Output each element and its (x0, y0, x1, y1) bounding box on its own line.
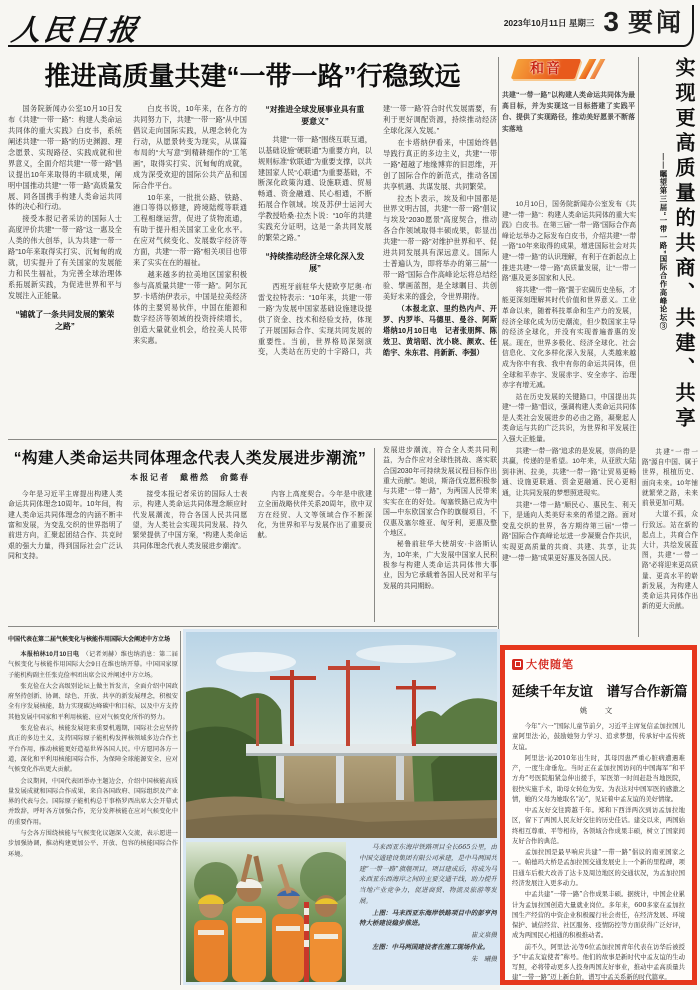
photo-workers (186, 842, 346, 982)
nuclear-headline: 中国代表在第二届气候变化与核能作用国际大会阐述中方立场 (8, 637, 171, 643)
vertical-kicker: ——瞩望第三届“一带一路”国际合作高峰论坛③ (659, 153, 668, 331)
body-paragraph: 国务院新闻办公室10月10日发布《共建“一带一路”：构建人类命运共同体的重大实践》白皮书，系统阐述共建“一带一路”的历史渊源、理念愿景、实现路径、实践成就和世界意义，全面介绍共建“一带一路”倡议提出10年来取得的丰硕成果，阐明中国推动共建“一带一路”高质量发展、同各国携手构建人类命运共同体的决心和行动。 (8, 104, 122, 212)
heyin-logo (514, 57, 610, 81)
paper-logo: 人民日报 (9, 13, 143, 47)
body-text: （记者刘赫）维也纳消息：第二届气候变化与核能作用国际大会9日在维也纳开幕。中国国家原子能机构副主任张克俭率团出席会议并阐述中方立场。 (8, 651, 178, 679)
subhead: “持续推动经济全球化深入发展” (265, 252, 365, 273)
body-paragraph: 共建“一带一路”追求的是发展，崇尚的是共赢，传递的是希望。10年来，从亚欧大陆到非洲、拉美，共建“一带一路”让贸易更畅通、设施更联通、资金更融通、民心更相通，让共同发展的梦想照进现实。 (502, 447, 636, 498)
divider-horizontal-middle-bottom (8, 626, 497, 627)
body-paragraph (8, 650, 178, 681)
body-paragraph: 共建“一带一路”源自中国、属于世界，根植历史、面向未来。10年铺就繁荣之路，未来前景更加可期。 (642, 449, 698, 508)
divider-vertical-main-right (498, 57, 499, 637)
header-meta (504, 8, 684, 36)
body-paragraph: 将共建“一带一路”置于宏阔历史坐标，才能更深刻理解其时代价值和世界意义。工业革命以来，随着科技革命和生产力的发展，经济全球化成为历史潮流，但少数国家主导的经济全球化，并没有实现普遍普惠的发展。现在，世界多极化、经济全球化、社会信息化、文化多样化深入发展，人类越来越成为你中有我、我中有你的命运共同体，但全球和平赤字、发展赤字、安全赤字、治理赤字有增无减。 (502, 286, 636, 390)
body-paragraph: 接受本报记者采访的国际人士高度评价共建“一带一路”这一惠及全人类的伟大创举，认为共建“一带一路”10年来取得实打实、沉甸甸的成就，切实提升了有关国家的发展能力和民生福祉，为完善全球治理体系拓展新实践，为促进世界和平与发展注入正能量。 (8, 214, 122, 300)
photo-credit: 朱 曦摄 (471, 954, 497, 963)
ambassador-tag-label: 大使随笔 (526, 659, 574, 671)
body-paragraph: 在卡塔纳伊看来，中国始终倡导践行真正的多边主义，共建“一带一路”超越了地缘博弈的旧思维，开创了国际合作的新范式，推动各国共享机遇、共谋发展、共同繁荣。 (383, 137, 497, 191)
body-paragraph: 发展进步潮流，符合全人类共同利益，为合作应对全球性挑战、落实联合国2030年可持续发展议程目标作出重大贡献”。她说，斯洛伐克愿积极参与共建“一带一路”，为两国人民带来实实在在的好处。匈塞铁路已成为中国—中东欧国家合作的旗舰项目，不仅惠及塞尔维亚、匈牙利，更惠及整个地区。 (383, 447, 497, 537)
nuclear-body (8, 650, 178, 860)
body-paragraph: 白皮书说，10年来，在各方的共同努力下，共建“一带一路”从中国倡议走向国际实践，从理念转化为行动，从愿景转变为现实，从谋篇布局的“大写意”到精耕细作的“工笔画”，取得实打实、沉甸甸的成就，成为深受欢迎的国际公共产品和国际合作平台。 (133, 104, 247, 190)
body-paragraph: 越来越多的拉美地区国家积极参与高质量共建“一带一路”。阿尔瓦罗·卡塔纳伊表示，中国是拉美经济体的主要贸易伙伴，中国在能源和数字经济等领域的投资持续增长，创造大量就业机会，给拉美人民带来实惠。 (133, 270, 247, 345)
body-paragraph: 秘鲁前驻华大使胡安·卡洛斯认为，10年来，广大发展中国家人民积极参与构建人类命运共同体伟大事业，因为它承载着各国人民对和平与发展的共同期盼。 (383, 541, 497, 590)
body-paragraph: 拉杰卜表示，埃及和中国都是世界文明古国，共建“一带一路”倡议与埃及“2030愿景”高度契合，推动各合作领域取得丰硕成果，彰显出共建“一带一路”对维护世界和平、促进共同发展具有深远意义。国际人士普遍认为，即将举办的第三届“一带一路”国际合作高峰论坛将总结经验、擘画蓝图，是全球瞩目、共创美好未来的盛会，令世界期待。 (383, 193, 497, 301)
subhead: “铺就了一条共同发展的繁荣之路” (15, 309, 115, 331)
body-paragraph: 共建“一带一路”围绕互联互通，以基础设施“硬联通”为重要方向，以规则标准“软联通”为重要支撑，以共建国家人民“心联通”为重要基础，不断深化政策沟通、设施联通、贸易畅通、资金融通、民心相通，不断拓展合作领域。埃及苏伊士运河大学教授哈桑·拉杰卜说：“10年的共建实践充分证明，这是一条共同发展的繁荣之路。” (258, 134, 372, 243)
reporters-credit: （本报北京、里约热内卢、开罗、内罗毕、马德里、曼谷、阿斯塔纳10月10日电 记者张朋辉、陈效卫、黄培昭、沈小晓、颜欢、任皓宇、朱东君、肖新新、李强） (383, 303, 497, 357)
page-number: 3 (603, 6, 619, 37)
body-paragraph: 与会各方围绕核能与气候变化议题深入交流，表示愿进一步加强协调，推动构建更加公平、开放、包容的核能国际合作环境。 (8, 830, 178, 858)
main-headline: 推进高质量共建“一带一路”行稳致远 (44, 61, 461, 91)
ambassador-column (500, 645, 697, 985)
body-paragraph: 大道不孤，众行致远。站在新的起点上，共商合作大计，共绘发展蓝图，共建“一带一路”必将迎来更高质量、更高水平的崭新发展，为构建人类命运共同体作出新的更大贡献。 (642, 511, 698, 611)
middle-byline: 本报记者 戴楷然 俞懿春 (130, 472, 250, 482)
heyin-lead: 共建“一带一路”以构建人类命运共同体为最高目标，并为实现这一目标搭建了实践平台、提供了实现路径，推动美好愿景不断落实落地 (502, 92, 635, 133)
issue-date: 2023年10月11日 星期三 (503, 18, 595, 28)
body-paragraph: 今年是习近平主席提出构建人类命运共同体理念10周年。10年间，构建人类命运共同体理念的内涵不断丰富和发展，为变乱交织的世界指明了前进方向，汇聚起团结合作、共克时艰的强大力量，得到国际社会广泛认同和支持。 (8, 491, 123, 561)
body-paragraph: 10月10日，国务院新闻办公室发布《共建“一带一路”：构建人类命运共同体的重大实践》白皮书。在第三届“一带一路”国际合作高峰论坛举办之际发布白皮书，介绍共建“一带一路”10年来取得的成果，增进国际社会对共建“一带一路”的认识理解，有利于在新起点上推进共建“一带一路”高质量发展，让“一带一路”惠及更多国家和人民。 (502, 201, 636, 283)
article-belt-road (8, 56, 497, 436)
article-nuclear-conference (8, 631, 178, 985)
divider-vertical-nuclear-photos (180, 631, 181, 985)
photo-caption (359, 842, 497, 982)
section-name: 要闻 (627, 8, 684, 37)
middle-article-left (8, 443, 372, 606)
caption-top (359, 908, 497, 930)
body-paragraph: 共建“一带一路”顺民心、惠民生、利天下，是通向人类美好未来的希望之路。面对变乱交织的世界，各方期待第三届“一带一路”国际合作高峰论坛进一步凝聚合作共识，实现更高质量的共商、共建、共享，让共建“一带一路”成果更好惠及各国人民。 (502, 501, 636, 562)
caption-top-text: 上图：马来西亚东海岸铁路项目中的彭亨河特大桥建设稳步推进。 (359, 908, 497, 928)
divider-horizontal-main-middle (8, 439, 497, 440)
divider-vertical-right-headline (638, 57, 639, 637)
body-paragraph: 中孟友好交往跨越千年。郑和下西洋两次到访孟加拉地区，留下了两国人民友好交往的历史佳话。建交以来，两国始终相互尊重、平等相待，各领域合作成果丰硕，树立了国家间友好合作的典范。 (512, 807, 685, 845)
middle-article-body (8, 490, 372, 606)
middle-article-right-column (383, 446, 497, 618)
body-paragraph: 中孟共建“一带一路”合作成果丰硕。据统计，中国企业累计为孟加拉国创造大量就业岗位。多年来，600多家在孟加拉国生产经营的中资企业积极履行社会责任，在经济发展、环境保护、诚信经营、社区服务、疫情防控等方面获得广泛好评，成为两国民心相通的积极推动者。 (512, 891, 685, 940)
body-paragraph: 接受本报记者采访的国际人士表示，构建人类命运共同体理念顺应时代发展潮流，符合各国人民共同愿望，为人类社会实现共同发展、持久繁荣提供了中国方案，“构建人类命运共同体理念代表人类发展进步潮流”。 (132, 491, 248, 550)
body-paragraph: 10年来，一批批公路、铁路、港口等得以修建，跨境陆缆等联通工程相继运营，促进了货物流通，有助于提升相关国家工业化水平。在应对气候变化、发展数字经济等方面，共建“一带一路”相关项目也带来了实实在在的福祉。 (133, 192, 247, 268)
caption-left (359, 942, 497, 953)
ambassador-tag (512, 656, 685, 672)
middle-headline: “构建人类命运共同体理念代表人类发展进步潮流” (13, 450, 367, 467)
vertical-headline-block (641, 57, 698, 443)
heyin-tail-column (642, 448, 698, 636)
caption-intro: 马来西亚东海岸铁路项目全长665公里，由中国交通建设集团有限公司承建，是中马两国共建“一带一路”旗舰项目。项目建成后，将成为马来西亚东西海岸之间的主要交通干线，助力提升当地产业竞争力，促进商贸、物流及旅游等发展。 (359, 843, 497, 905)
body-paragraph: 前不久，阿里法·沁等6位孟加拉国青年代表在访华后被授予“中孟友谊使者”称号。他们的故事是新时代中孟友谊的生动写照，必将带动更多人投身两国友好事业，推动中孟高质量共建“一带一路”迈上新台阶，谱写中孟关系新的时代篇章。 (512, 943, 685, 982)
vertical-headline: 实现更高质量的共商、共建、共享 (672, 57, 694, 432)
body-paragraph: 会议期间，中国代表团举办主题边会，介绍中国核能高质量发展成就和国际合作成果，来自各国政府、国际组织及产业界的代表与会。国际原子能机构总干事格罗西出席大会开幕式并致辞，呼吁各方加强合作，充分发挥核能在应对气候变化中的重要作用。 (8, 777, 178, 826)
dateline: 本报柏林10月10日电 (20, 651, 80, 658)
heyin-body-column (502, 200, 636, 638)
main-article-body (8, 104, 497, 436)
body-paragraph: 站在历史发展的关键路口，中国提出共建“一带一路”倡议，强调构建人类命运共同体是人类社会发展进步的必由之路，凝聚起人类命运与共的广泛共识，为世界和平发展注入强大正能量。 (502, 393, 636, 444)
article-community-concept (8, 443, 497, 624)
photo-block (183, 629, 500, 985)
body-paragraph: 西班牙前驻华大使欧亨尼奥·布雷戈拉特表示：“10年来，共建‘一带一路’为发展中国家基础设施建设提供了资金、技术和经验支持，体现了开展国际合作、实现共同发展的重要性。当前，世界格局深刻演变，人类站在历史的十字路口，共建‘一带一路’符合时代发展需要，有利于更好调配资源，持续推动经济全球化深入发展。” (258, 104, 497, 357)
photo-credit: 崔文泉摄 (471, 931, 497, 940)
body-paragraph: 内容上高度契合。今年是中欧建立全面战略伙伴关系20周年，欧中双方在经贸、人文等领域合作不断深化，为世界和平与发展作出了重要贡献。 (257, 491, 372, 540)
caption-left-text: 左图：中马两国建设者在施工现场作业。 (372, 943, 489, 952)
body-paragraph: 今年“六一”国际儿童节前夕，习近平主席复信孟加拉国儿童阿里法·沁，鼓励她努力学习、追求梦想，传承好中孟传统友谊。 (512, 723, 685, 751)
ambassador-column-icon (512, 659, 523, 670)
photo-bridge-construction (186, 632, 497, 838)
body-paragraph: 孟加拉国是最早响应共建“一带一路”倡议的南亚国家之一。帕德玛大桥是孟加拉国交通发展史上一个新的里程碑，项目通车后极大改善了达卡及周边地区的交通状况，为孟加拉国经济发展注入更多动力。 (512, 849, 685, 887)
heyin-commentary (502, 57, 635, 198)
ambassador-body (512, 722, 685, 984)
subhead: “对推进全球发展事业具有重要意义” (265, 105, 365, 126)
heyin-label: 和音 (530, 60, 562, 76)
ambassador-headline: 延续千年友谊 谱写合作新篇 (512, 684, 688, 699)
body-paragraph: 阿里法·沁2010年出生时，其母因患严重心脏病遭遇难产，一度生命垂危。当时正在孟加拉国访问的中国海军“和平方舟”号医院船紧急伸出援手，军医第一时间赶赴当地医院，很快实施手术，助母女转危为安。为表达对中国军医的感激之情，她的父母为她取名“沁”，见证着中孟友谊的美好情缘。 (512, 754, 685, 803)
ambassador-author: 姚 文 (579, 706, 618, 715)
body-paragraph: 张克俭在大会高级别论坛上做主旨发言，全面介绍中国政府坚持创新、协调、绿色、开放、共享的新发展理念，积极安全有序发展核能，助力实现碳达峰碳中和目标，以及中方支持其他发展中国家和平利用核能、应对气候变化所作的努力。 (8, 682, 178, 721)
body-paragraph: 张克俭表示，核能发展迎来重要机遇期，国际社会应坚持真正的多边主义，支持国际原子能机构发挥核领域多边合作主平台作用，推动核能更好造福世界各国人民。中方愿同各方一道，深化和平利用核能国际合作，为保障全球能源安全、应对气候变化作出更大贡献。 (8, 725, 178, 774)
